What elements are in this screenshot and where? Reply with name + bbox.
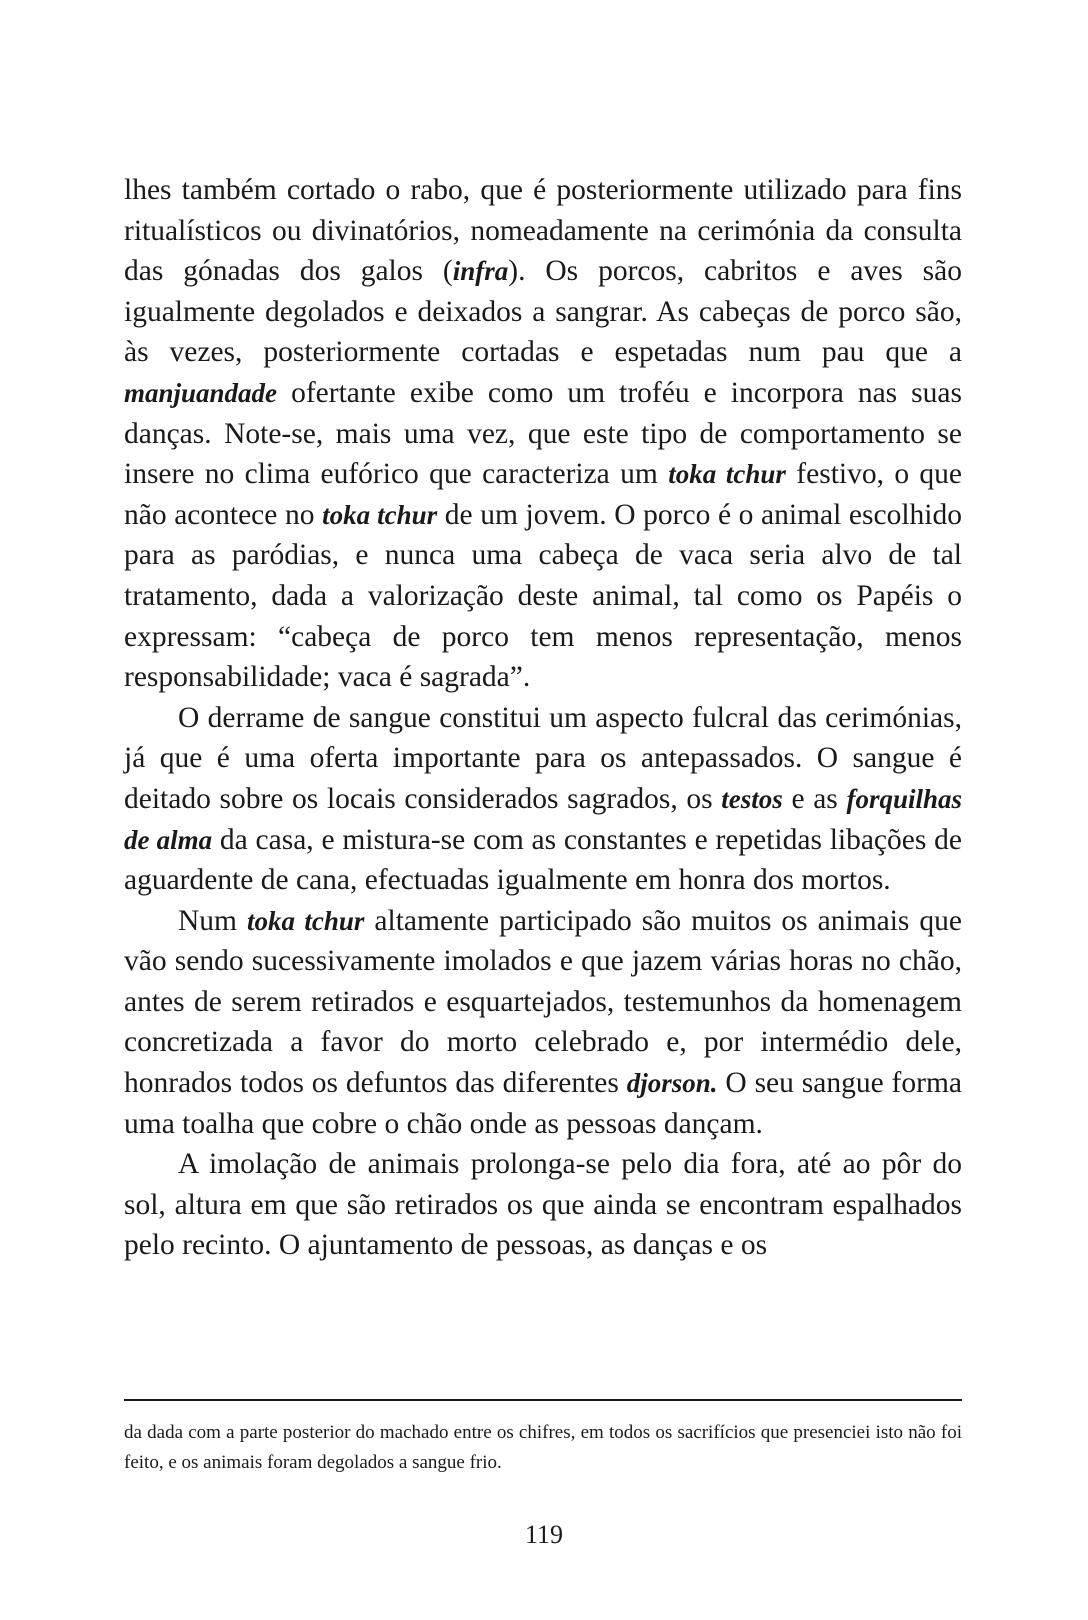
text-segment: O seu sangue forma uma toalha que cobre o chão onde as pessoas dançam. [124,1067,962,1140]
paragraph-2 [124,698,962,901]
text-segment: ofertante exibe como um troféu e incorpora nas suas danças. Note-se, mais uma vez, que este tipo de comportamento se insere no clima eufórico que caracteriza um [124,376,962,491]
text-segment: da casa, e mistura-se com as constantes e repetidas libações de aguardente de cana, efectuadas igualmente em honra dos mortos. [124,823,962,897]
page-number: 119 [524,1520,564,1549]
text-segment: Num [178,904,248,937]
italic-term: infra [452,256,509,287]
italic-term: toka tchur [668,459,786,490]
text-segment: ). Os porcos, cabritos e aves são igualmente degolados e deixados a sangrar. As cabeças de porco são, às vezes, posteriormente cortadas e espetadas num pau que a [124,255,962,369]
footnote-divider [124,1399,962,1401]
text-segment: e as [782,782,847,815]
paragraph-3 [124,901,962,1145]
text-segment: A imolação de animais prolonga-se pelo dia fora, até ao pôr do sol, altura em que são retirados os que ainda se encontram espalhados pelo recinto. O ajuntamento de pessoas, as danças e os [124,1148,962,1262]
italic-term: djorson. [626,1068,718,1099]
italic-term: testos [721,783,783,814]
footnote-text: da dada com a parte posterior do machado entre os chifres, em todos os sacrifícios que presenciei isto não foi feito, e os animais foram degolados a sangue frio. [124,1422,962,1473]
text-segment: de um jovem. O porco é o animal escolhido para as paródias, e nunca uma cabeça de vaca seria alvo de tal tratamento, dada a valorização deste animal, tal como os Papéis o expressam: “cabeça de porco tem menos representação, menos responsabilidade; vaca é sagrada”. [124,498,962,694]
text-segment: festivo, o que não acontece no [124,458,963,531]
italic-term: toka tchur [322,499,438,530]
text-segment: O derrame de sangue constitui um aspecto fulcral das cerimónias, já que é uma oferta importante para os antepassados. O sangue é deitado sobre os locais considerados sagrados, os [124,701,962,815]
italic-term: forquilhas de alma [124,783,962,855]
paragraph-4 [124,1144,962,1266]
italic-term: manjuandade [124,377,278,408]
paragraph-1 [124,170,962,698]
italic-term: toka tchur [247,905,365,936]
body-text [124,170,962,1266]
text-segment: lhes também cortado o rabo, que é posteriormente utilizado para fins ritualísticos ou divinatórios, nomeadamente na cerimónia da consulta das gónadas dos galos ( [124,174,962,288]
text-segment: altamente participado são muitos os animais que vão sendo sucessivamente imolados e que jazem várias horas no chão, antes de serem retirados e esquartejados, testemunhos da homenagem concretizada a favor do morto celebrado e, por intermédio dele, honrados todos os defuntos das diferentes [124,904,963,1100]
